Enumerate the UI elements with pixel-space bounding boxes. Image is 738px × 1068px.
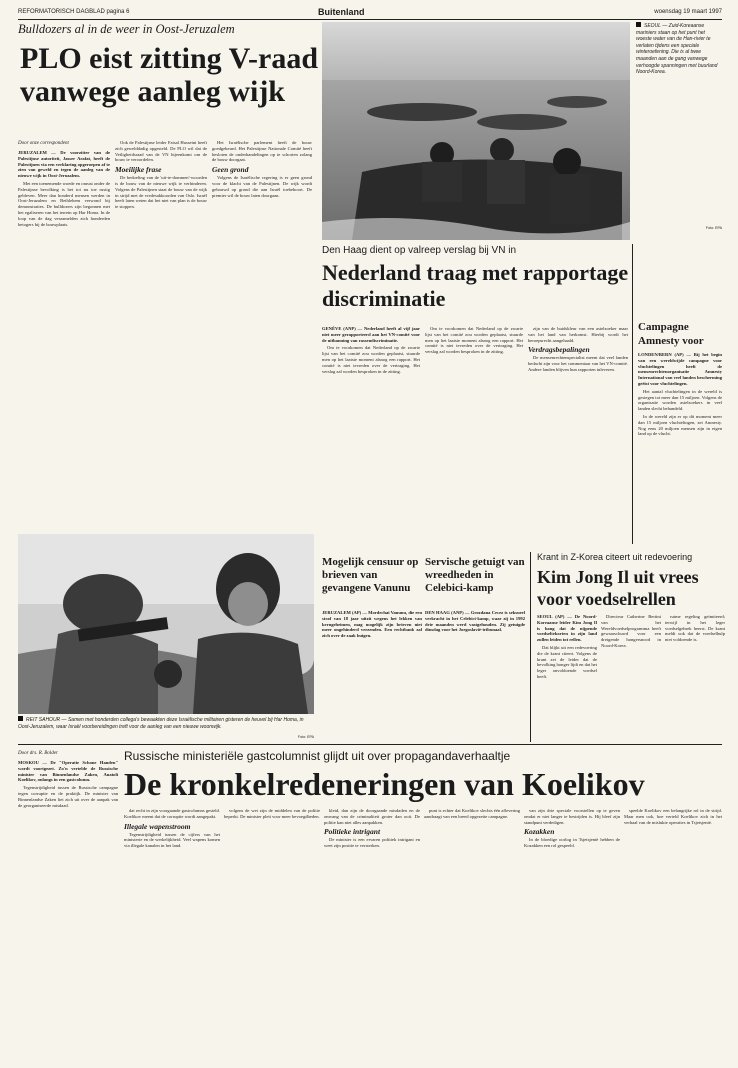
vanunu-body xyxy=(322,610,422,740)
koelikov-col4b-text: De minister is een ervaren politiek intrigant en weet zijn positie te versterken. xyxy=(324,837,420,849)
koelikov-col2b-text: Tegenstrijdigheid tussen de cijfers van het ministerie en de werkelijkheid. Veel wapens komen via illegale kanalen in het land. xyxy=(124,831,220,849)
plo-col3b-text: Volgens de Israëlische regering is er geen grond voor de klacht van de Palestijnen. De wijk wordt gebouwd op grond die aan Israël toebehoort. De premier wil de bouw laten doorgaan. xyxy=(212,175,312,198)
nl-kicker: Den Haag dient op valreep verslag bij VN in xyxy=(322,245,516,256)
kim-col2 xyxy=(601,614,661,740)
amnesty-divider xyxy=(632,244,633,544)
koelikov-col5-text: punt is echter dat Koelikov slechts één aflevering aandraagt van een breed opgezette campagne. xyxy=(424,808,520,819)
plo-sub-moeilijke-frase: Moeilijke frase xyxy=(115,165,162,175)
marines-caption xyxy=(636,22,722,222)
koelikov-col3-text: volgens de wet zijn de middelen van de politie beperkt. De minister pleit voor meer bevoegdheden. xyxy=(224,808,320,819)
nl-col1-text: Om te voorkomen dat Nederland op de zwarte lijst van het comité zou worden geplaatst, stuurde men op het laatste moment alsnog een rapport. Het comité is niet tevreden over de vertraging. Het verslag zal worden besproken in de zitting. xyxy=(322,345,420,374)
plo-kicker: Bulldozers al in de weer in Oost-Jeruzalem xyxy=(18,22,235,36)
marines-caption-text: SEOUL — Zuid-Koreaanse mariniers staan op het punt het woeste water van de Han-rivier te verlaten tijdens een speciale winteroefening. Die is al twee maanden aan de gang vanwege verhoogde spanningen met buurland Noord-Korea. xyxy=(636,23,718,76)
amnesty-col1-text: Het aantal vluchtelingen in de wereld is gestegen tot meer dan 15 miljoen. Volgens de organisatie worden asielzoekers in veel landen slecht behandeld. xyxy=(638,388,722,412)
koelikov-kicker: Russische ministeriële gastcolumnist glijdt uit over propagandaverhaaltje xyxy=(124,749,511,763)
koelikov-col6-text: van zijn drie speciale voorstellen op te geven omdat er niet langer te bestrijden is. Hij bleef zijn standpunt verdedigen. xyxy=(524,808,620,825)
koelikov-col7-text: speelde Koelikov een belangrijke rol in de strijd. Maar men ook, hoe verteld Koelikov zich in het verhaal van de mislukte operaties in Tsjetsjenië. xyxy=(624,808,722,825)
koelikov-byline: Door drs. R. Bolder xyxy=(18,751,58,756)
plo-col1 xyxy=(18,150,110,530)
koelikov-col6 xyxy=(524,808,620,1060)
plo-col2b-text: De bedoeling van de 'uit-te-dommen'-woorden is de bouw van de nieuwe wijk te verhinderen. Volgens de Palestijnen staat de bouw van de wijk in strijd met de vredesakkoorden van Oslo. Israël heeft laten weten dat het niet van plan is de bouw te stoppen. xyxy=(115,175,207,210)
plo-col3-text: Het Israëlische parlement heeft de bouw goedgekeurd. Het Palestijnse Nationale Comité heeft besloten de onderhandelingen op te schorten zolang de bouw doorgaat. xyxy=(212,140,312,163)
kim-box xyxy=(530,552,729,742)
marines-photo-credit: Foto: EPA xyxy=(705,226,722,230)
nl-col1 xyxy=(322,326,420,548)
vanunu-text: JERUZALEM (AP) — Mordechai Vanunu, die een straf van 18 jaar uitzit wegens het lekken van kerngeheimen, mag mogelijk zijn brieven niet meer ongehinderd verzenden. Een rechtbank zal zich over de zaak buigen. xyxy=(322,610,422,639)
amnesty-col xyxy=(638,352,722,542)
nl-col3-text: zijn van de huidskleur van een asielzoeker maar van het land van herkomst. Hierbij wordt het beroepsrecht aangehaald. xyxy=(528,326,628,343)
kim-headline: Kim Jong Il uit vrees voor voedselrellen xyxy=(537,567,699,609)
koelikov-col6b-text: In de bloedige oorlog in Tsjetsjenië hebben de Kozakken een rol gespeeld. xyxy=(524,837,620,849)
caption-marker-square xyxy=(636,22,641,27)
kim-col2-text: Directeur Catherine Bertini van het Wereldvoedselprogramma heeft gewaarschuwd voor een dreigende hongersnood in Noord-Korea. xyxy=(601,614,661,648)
plo-lead: JERUZALEM — De voorzitter van de Palestijnse autoriteit, Jasser Arafat, heeft de Palestijnen via een verklaring opgeroepen af te zien van geweld en tegen de aanleg van de nieuwe wijk in Oost-Jeruzalem. xyxy=(18,150,110,179)
koelikov-sub-kozakken: Kozakken xyxy=(524,827,555,837)
plo-col2 xyxy=(115,140,207,530)
plo-byline: Door onze correspondent xyxy=(18,141,69,146)
koelikov-col2 xyxy=(124,808,220,1060)
koelikov-col3 xyxy=(224,808,320,1060)
koelikov-headline: De kronkelredeneringen van Koelikov xyxy=(124,766,645,802)
koelikov-col7 xyxy=(624,808,722,1060)
amnesty-headline: Campagne Amnesty voor xyxy=(638,321,704,347)
soldiers-photo-credit: Foto: EPA xyxy=(297,735,314,739)
kim-col1-text: Dat blijkt uit een redevoering die de krant citeert. Volgens de krant zei de leider dat de bevolking honger lijdt en dat het leger onvoldoende voedsel heeft. xyxy=(537,644,597,679)
nl-col3 xyxy=(528,326,628,548)
nl-sub-verdragsbepalingen: Verdragsbepalingen xyxy=(528,345,590,355)
masthead-paper-page: REFORMATORISCH DAGBLAD pagina 6 xyxy=(18,9,130,15)
kim-col3 xyxy=(665,614,725,740)
nl-headline: Nederland traag met rapportage discriminatie xyxy=(322,260,629,311)
masthead-rule xyxy=(18,19,722,20)
masthead-date: woensdag 19 maart 1997 xyxy=(654,9,722,15)
celebici-headline: Servische getuigt van wreedheden in Celebici-kamp xyxy=(425,556,525,594)
amnesty-col2-text: In de wereld zijn er op dit moment meer dan 15 miljoen vluchtelingen, zei Amnesty. Nog eens 20 miljoen mensen zijn in eigen land op de vlucht. xyxy=(638,413,722,437)
koelikov-col5 xyxy=(424,808,520,1060)
koelikov-lead: MOSKOU — De "Operatie Schone Handen" wordt voortgezet. Zo'n vertelde de Russische minister van Binnenlandse Zaken, Anatoli Koelikov, onlangs in een gastcolumn. xyxy=(18,760,118,783)
soldiers-caption-text: REIT SAHOUR — Samen met honderden collega's bewaakten deze Israëlische militairen gisteren de heuvel bij Har Homa, in Oost-Jeruzalem, waar Israël voorbereidingen treft voor de aanleg van een nieuwe woonwijk. xyxy=(18,717,304,730)
koelikov-sub-illegale-wapenstroom: Illegale wapenstroom xyxy=(124,821,191,831)
nl-lead: GENÈVE (ANP) — Nederland heeft al vijf jaar niet meer gerapporteerd aan het VN-comité voor de uitbanning van rassendiscriminatie. xyxy=(322,326,420,343)
nl-col3b-text: De mensenrechtenspecialist meent dat veel landen bedacht zijn voor het commentaar van het VN-comité. Andere landen blijven hun rapporten inleveren. xyxy=(528,355,628,372)
photo-marines xyxy=(322,22,630,240)
koelikov-col4 xyxy=(324,808,420,1060)
marines-photo-graphic xyxy=(322,22,630,240)
kim-kicker: Krant in Z-Korea citeert uit redevoering xyxy=(537,552,693,562)
plo-col1-text: Met een toenemende woede en onrust onder de Palestijnse bevolking is het tot nu toe rustig gebleven. Meer dan honderd mensen werden in Oost-Jeruzalem en Bethlehem verwond bij demonstraties. De bulldozers zijn begonnen met het egaliseren van het terrein op Har Homa. In de loop van de dag verzamelden zich honderden betogers bij de bouwplaats. xyxy=(18,180,110,227)
plo-col3 xyxy=(212,140,312,530)
koelikov-sub-politieke-intrigant: Politieke intrigant xyxy=(324,827,381,837)
kim-lead: SEOUL (AP) — De Noord-Koreaanse leider Kim Jong Il is bang dat de nijpende voedseltekorten in zijn land zullen leiden tot rellen. xyxy=(537,614,597,643)
koelikov-col1 xyxy=(18,760,118,1060)
plo-headline: PLO eist zitting V-raad vanwege aanleg wijk xyxy=(20,42,319,108)
masthead-section: Buitenland xyxy=(318,7,365,17)
caption-marker-square xyxy=(18,716,23,721)
vanunu-headline: Mogelijk censuur op brieven van gevangene Vanunu xyxy=(322,556,419,594)
kim-col3-text: ruime regeling geïmiteerd; terwijl in het leger voedselgebrek heerst. De krant meldt ook dat de voedselhulp niet voldoende is. xyxy=(665,614,725,643)
plo-sub-geen-grond: Geen grond xyxy=(212,165,249,175)
kim-col1 xyxy=(537,614,597,740)
soldiers-photo-graphic xyxy=(18,534,314,714)
amnesty-lead: LONDEN/BERN (AP) — Bij het begin van een wereldwijde campagne voor vluchtelingen heeft de mensenrechtenorganisatie Amnesty International van veel landen bescherming geëist voor vluchtelingen. xyxy=(638,352,722,386)
celebici-text: DEN HAAG (ANP) — Grozdana Cecez is seksueel verkracht in het Celebici-kamp, waar zij in 1992 drie maanden werd vastgehouden. Zij getuigde dinsdag voor het Joegoslavië-tribunaal. xyxy=(425,610,525,633)
koelikov-col2-text: dat recht in zijn voorgaande gastcolumns gesteld. Koelikov meent dat de corruptie wordt aangepakt. xyxy=(124,808,220,819)
masthead xyxy=(18,6,722,18)
nl-col2-text: Om te voorkomen dat Nederland op de zwarte lijst van het comité zou worden geplaatst, stuurde men op het laatste moment alsnog een rapport. Het comité is niet tevreden over de vertraging. Het verslag zal worden besproken in de zitting. xyxy=(425,326,523,355)
koelikov-top-rule xyxy=(18,744,722,745)
photo-soldiers xyxy=(18,534,314,714)
nl-col2 xyxy=(425,326,523,548)
koelikov-col1-text: Tegenstrijdigheid tussen de Russische campagne tegen corruptie en de praktijk. De minister van Binnenlandse Zaken liet zich uit over de aanpak van de georganiseerde misdaad. xyxy=(18,785,118,808)
koelikov-col4-text: kleid, dan zijn de doorgaande misdaden en de omvang van de criminaliteit groter dan ooit. De politie kan niet alles aanpakken. xyxy=(324,808,420,825)
celebici-body xyxy=(425,610,525,740)
plo-col2-text: Ook de Palestijnse leider Faisal Husseini heeft zich gewelddadig opgesteld. De PLO wil dat de Veiligheidsraad van de VN bijeenkomt om de bouw te veroordelen. xyxy=(115,140,207,163)
